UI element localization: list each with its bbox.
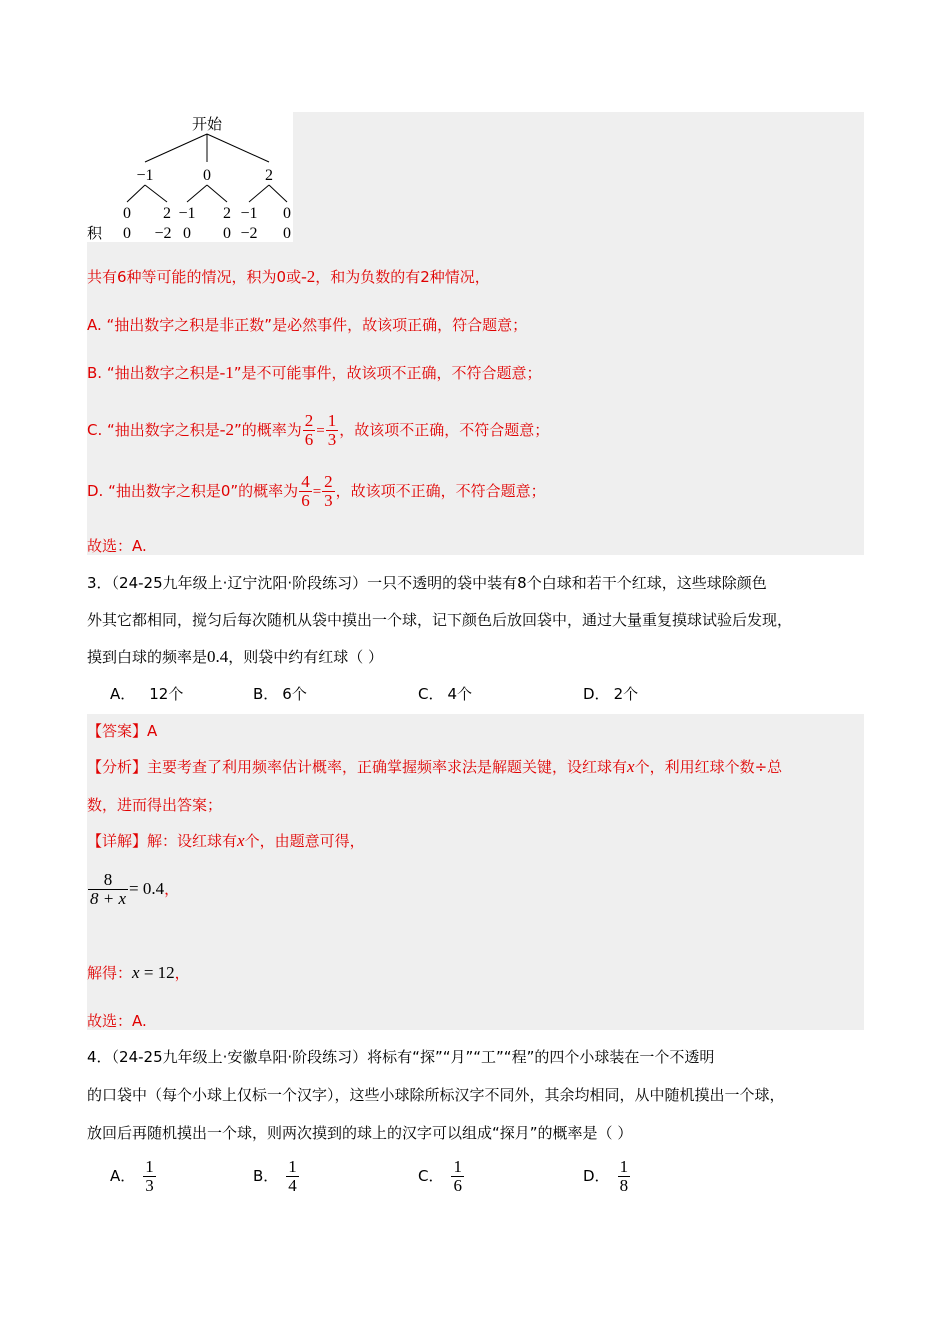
tree-l2-1: 2 [163,205,171,222]
q3-choice: 故选：A. [87,1012,147,1030]
q4-option-d[interactable]: D． $\frac{1}{8}$ [583,1157,629,1195]
tree-product-label: 积 [87,224,103,242]
q3-analysis-line-1: 【分析】主要考查了利用频率估计概率，正确掌握频率求法是解题关键，设红球有x个，利用红球个数÷总 [87,757,783,776]
tree-l1-1: 0 [203,167,211,184]
tree-p-0: 0 [123,225,131,242]
q3-answer: 【答案】A [87,722,158,740]
q4-line-2: 的口袋中（每个小球上仅标一个汉字），这些小球除所标汉字不同外，其余均相同，从中随机摸出一个球， [87,1086,785,1104]
tree-l2-3: 2 [223,205,231,222]
q3-solve: 解得：x = 12， [87,963,190,982]
tree-p-1: −2 [154,225,172,242]
q2-choice: 故选：A. [87,537,147,555]
tree-p-3: 0 [223,225,231,242]
tree-l1-0: −1 [136,167,154,184]
q2-option-d: D. “抽出数字之积是0”的概率为 $\frac{4}{6}$ = $\frac{2}{3}$ ，故该项不正确，不符合题意； [87,472,546,510]
tree-l2-5: 0 [283,205,291,222]
q3-analysis-line-2: 数，进而得出答案； [87,796,223,814]
q2-option-b: B. “抽出数字之积是-1”是不可能事件，故该项不正确，不符合题意； [87,363,542,382]
q3-option-d[interactable]: D． 2个 [583,685,639,703]
q3-option-b[interactable]: B． 6个 [253,685,307,703]
tree-diagram [87,112,293,242]
q3-option-a[interactable]: A． 12个 [110,685,184,703]
tree-p-2: 0 [183,225,191,242]
tree-l2-4: −1 [240,205,258,222]
tree-l1-2: 2 [265,167,273,184]
q4-option-a[interactable]: A． $\frac{1}{3}$ [110,1157,154,1195]
q2-option-c: C. “抽出数字之积是-2”的概率为 $\frac{2}{6}$ = $\frac{1}{3}$ ，故该项不正确，不符合题意； [87,411,550,449]
q4-option-b[interactable]: B． $\frac{1}{4}$ [253,1157,297,1195]
tree-p-4: −2 [240,225,258,242]
q2-option-a: A. “抽出数字之积是非正数”是必然事件，故该项正确，符合题意； [87,316,528,334]
q3-option-c[interactable]: C． 4个 [418,685,473,703]
tree-l2-0: 0 [123,205,131,222]
q3-equation: $\frac{8}{8 + x}$ = 0.4， [90,870,180,908]
tree-l2-2: −1 [178,205,196,222]
q3-line-2: 外其它都相同，搅匀后每次随机从袋中摸出一个球，记下颜色后放回袋中，通过大量重复摸球试验后发现， [87,611,793,629]
q2-summary: 共有6种等可能的情况，积为0或-2，和为负数的有2种情况， [87,267,490,286]
tree-p-5: 0 [283,225,291,242]
q3-line-3: 摸到白球的频率是0.4，则袋中约有红球（ ） [87,647,384,666]
q4-option-c[interactable]: C． $\frac{1}{6}$ [418,1157,462,1195]
q3-detail: 【详解】解：设红球有x个，由题意可得， [87,831,365,850]
q3-line-1: 3．（24-25九年级上·辽宁沈阳·阶段练习）一只不透明的袋中装有8个白球和若干个红球，这些球除颜色 [87,574,767,592]
tree-root: 开始 [191,115,223,133]
q4-line-1: 4．（24-25九年级上·安徽阜阳·阶段练习）将标有“探”“月”“工”“程”的四个小球装在一个不透明 [87,1048,715,1066]
q4-line-3: 放回后再随机摸出一个球，则两次摸到的球上的汉字可以组成“探月”的概率是（ ） [87,1124,633,1142]
